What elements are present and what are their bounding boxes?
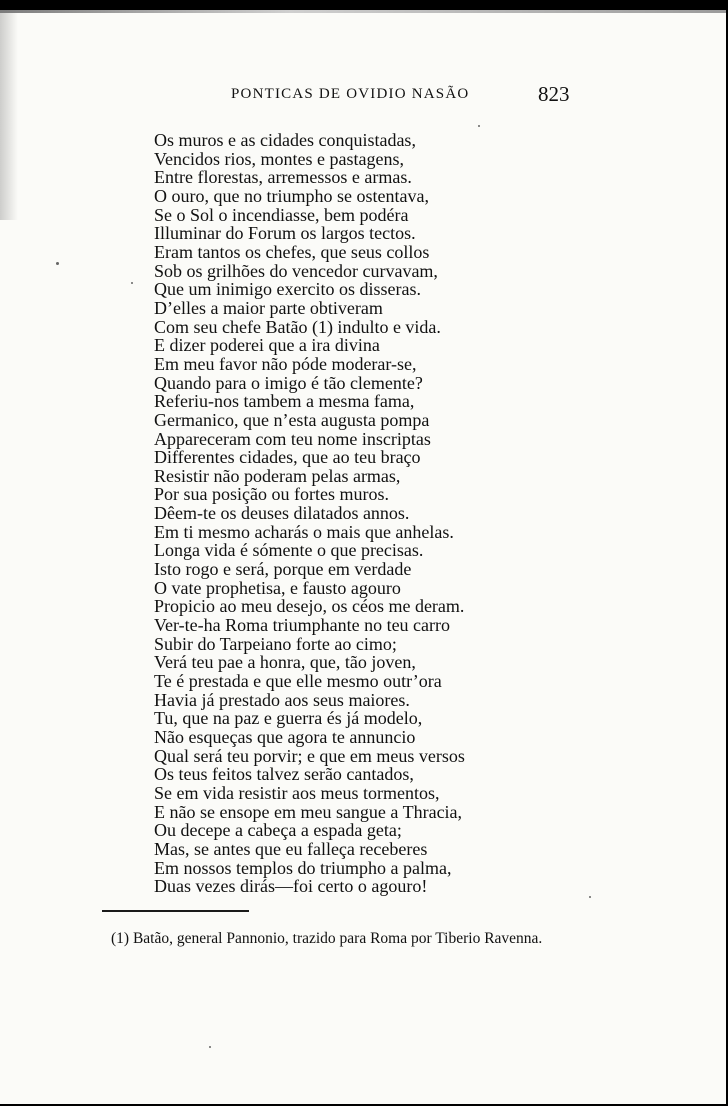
poem-line: Tu, que na paz e guerra és já modelo, bbox=[154, 708, 423, 729]
poem-line: Germanico, que n’esta augusta pompa bbox=[154, 409, 430, 430]
poem-line: Ou decepe a cabeça a espada geta; bbox=[154, 820, 402, 841]
poem-line: Mas, se antes que eu falleça receberes bbox=[154, 838, 428, 859]
poem-line: Appareceram com teu nome inscriptas bbox=[154, 428, 431, 449]
poem-line: Os muros e as cidades conquistadas, bbox=[154, 130, 416, 150]
poem-line: Em nossos templos do triumpho a palma, bbox=[154, 857, 452, 878]
poem-line: Quando para o imigo é tão clemente? bbox=[154, 372, 423, 393]
poem-line: Longa vida é sómente o que precisas. bbox=[154, 540, 424, 561]
poem-line: Ver-te-ha Roma triumphante no teu carro bbox=[154, 615, 451, 636]
poem-line: Com seu chefe Batão (1) indulto e vida. bbox=[154, 316, 441, 337]
page-left-shadow bbox=[0, 10, 18, 220]
poem-line: Qual será teu porvir; e que em meus versos bbox=[154, 745, 465, 766]
poem-line: Em ti mesmo acharás o mais que anhelas. bbox=[154, 521, 454, 542]
poem-line: Verá teu pae a honra, que, tão joven, bbox=[154, 652, 416, 673]
poem-line: Os teus feitos talvez serão cantados, bbox=[154, 764, 414, 785]
poem-line: Resistir não poderam pelas armas, bbox=[154, 465, 401, 486]
poem-line: Isto rogo e será, porque em verdade bbox=[154, 559, 412, 580]
poem-line: E dizer poderei que a ira divina bbox=[154, 335, 380, 356]
poem-line: E não se ensope em meu sangue a Thracia, bbox=[154, 801, 463, 822]
poem-line: Se em vida resistir aos meus tormentos, bbox=[154, 782, 440, 803]
poem-line: Subir do Tarpeiano forte ao cimo; bbox=[154, 633, 397, 654]
poem-line: Se o Sol o incendiasse, bem podéra bbox=[154, 204, 409, 225]
print-speck bbox=[209, 1046, 211, 1048]
footnote: (1) Batão, general Pannonio, trazido para Roma por Tiberio Ravenna. bbox=[111, 930, 543, 947]
poem-line: Differentes cidades, que ao teu braço bbox=[154, 447, 421, 468]
page-top-edge bbox=[0, 10, 726, 13]
poem-line: Referiu-nos tambem a mesma fama, bbox=[154, 391, 415, 412]
poem-line: Eram tantos os chefes, que seus collos bbox=[154, 241, 430, 262]
running-title: PONTICAS DE OVIDIO NASÃO bbox=[231, 86, 470, 102]
poem-line: Havia já prestado aos seus maiores. bbox=[154, 689, 410, 710]
print-speck bbox=[131, 282, 133, 284]
poem-line: Sob os grilhões do vencedor curvavam, bbox=[154, 260, 438, 281]
poem-line: D’elles a maior parte obtiveram bbox=[154, 297, 383, 318]
poem-line: O ouro, que no triumpho se ostentava, bbox=[154, 185, 429, 206]
footnote-divider bbox=[102, 910, 249, 912]
poem-line: Propicio ao meu desejo, os céos me deram. bbox=[154, 596, 465, 617]
poem-text bbox=[154, 131, 574, 896]
poem-line: Que um inimigo exercito os disseras. bbox=[154, 279, 421, 300]
poem-line: Duas vezes dirás—foi certo o agouro! bbox=[154, 876, 428, 897]
poem-line: Não esqueças que agora te annuncio bbox=[154, 727, 416, 747]
page-number: 823 bbox=[538, 82, 570, 106]
poem-line: Te é prestada e que elle mesmo outr’ora bbox=[154, 671, 442, 692]
poem-line: Vencidos rios, montes e pastagens, bbox=[154, 148, 404, 169]
poem-line: Em meu favor não póde moderar-se, bbox=[154, 353, 417, 374]
poem-line: Dêem-te os deuses dilatados annos. bbox=[154, 503, 410, 524]
print-speck bbox=[56, 262, 59, 265]
poem-line: Por sua posição ou fortes muros. bbox=[154, 484, 389, 505]
poem-line: Entre florestas, arremessos e armas. bbox=[154, 167, 412, 188]
poem-line: O vate prophetisa, e fausto agouro bbox=[154, 577, 401, 598]
poem-line: Illuminar do Forum os largos tectos. bbox=[154, 223, 416, 244]
page-header bbox=[0, 82, 728, 110]
print-speck bbox=[478, 125, 480, 127]
print-speck bbox=[589, 896, 591, 898]
